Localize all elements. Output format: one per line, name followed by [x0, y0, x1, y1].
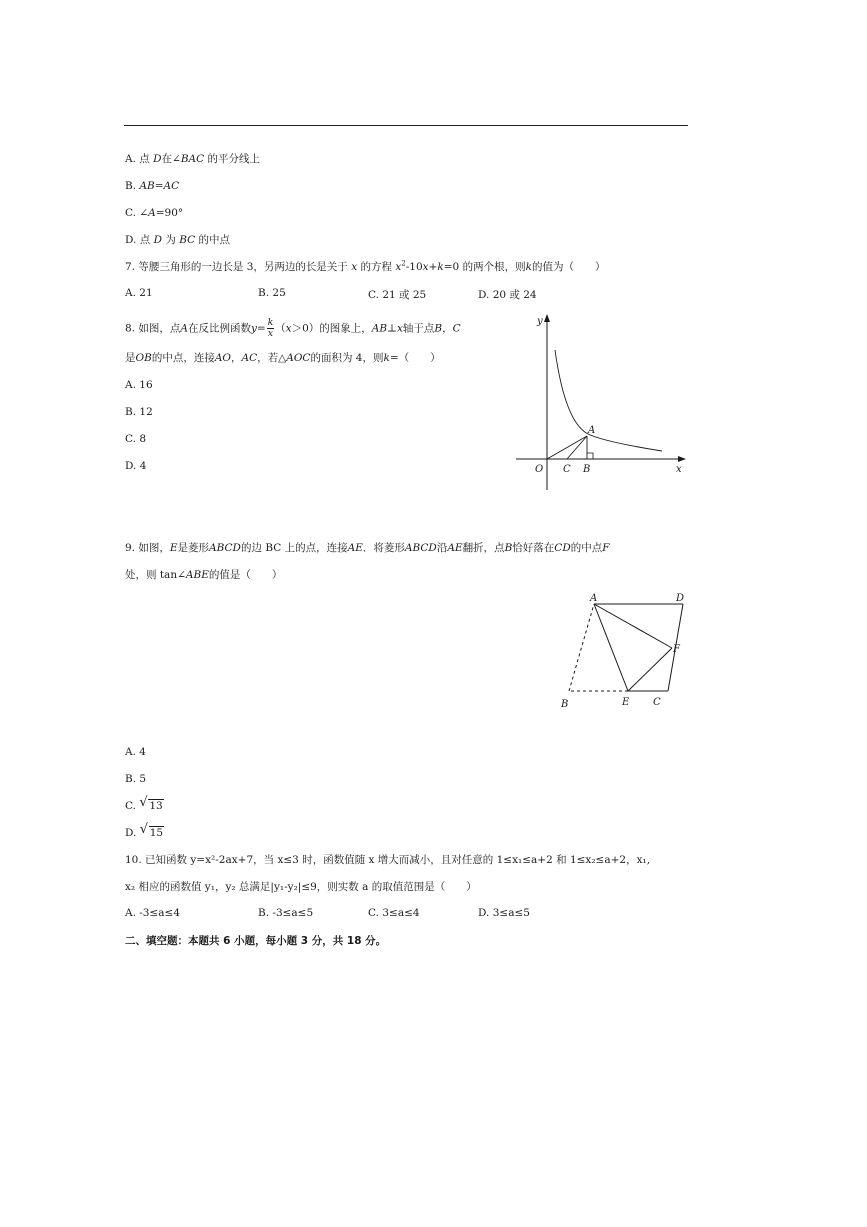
q9-label-a: A — [590, 593, 598, 604]
q8-label-b: B — [583, 464, 591, 475]
q8-x-axis: x — [396, 322, 403, 335]
q8-label-y: y — [537, 316, 543, 327]
q9-label-b: B — [561, 699, 569, 710]
q7-eq-4: + — [428, 261, 438, 273]
q6-a-suffix: 的平分线上 — [207, 153, 261, 165]
q10-stem-line1: 10. 已知函数 y=x²-2ax+7，当 x≤3 时，函数值随 x 增大而减小，且对任意的 1≤x₁≤a+2 和 1≤x₂≤a+2，x₁, — [125, 854, 651, 866]
q8-frac-num: k — [267, 318, 274, 328]
q9-label-c: C — [653, 697, 661, 708]
q9-stem-line1 — [125, 541, 610, 555]
q8-seg-ao — [547, 436, 587, 459]
q8-var-a: A — [180, 322, 188, 335]
q8-label-o: O — [535, 464, 544, 475]
q8-figure — [510, 312, 690, 492]
q9-l2b: 的值是（ ） — [208, 569, 283, 581]
q8-ac: AC — [241, 352, 258, 364]
q9-seg-af — [594, 604, 672, 648]
q8-option-c[interactable]: C. 8 — [125, 433, 147, 445]
q6-option-c[interactable] — [125, 206, 183, 220]
q7-option-b[interactable]: B. 25 — [258, 287, 286, 299]
q9-option-a[interactable]: A. 4 — [125, 746, 146, 758]
q8-l1e: ⊥ — [387, 322, 397, 335]
q8-x-arrow — [678, 456, 686, 462]
q9-l1h: 的中点 — [570, 542, 603, 554]
q9-abcd2: ABCD — [404, 542, 437, 554]
q7-text-2: 的方程 — [360, 261, 392, 273]
q6-d-var: D — [153, 234, 162, 246]
q9-side-ba-dashed — [569, 604, 594, 691]
q9-figure — [555, 590, 695, 715]
q6-c-var: A — [148, 207, 156, 219]
q9-l1e: 沿 — [436, 542, 448, 554]
q8-l1d: ＞0）的图象上， — [291, 322, 372, 335]
q9-var-b: B — [504, 542, 513, 554]
q8-cond-x: x — [285, 322, 292, 335]
q6-a-var2: BAC — [180, 153, 205, 165]
q9-c-prefix: C. — [125, 800, 136, 812]
q9-cd: CD — [554, 542, 571, 554]
q8-right-angle — [587, 453, 593, 459]
q8-label-a: A — [588, 425, 596, 436]
q8-l1g: ， — [442, 322, 453, 335]
q8-stem-line1 — [125, 318, 461, 339]
q9-option-d[interactable] — [125, 822, 164, 840]
q9-c-radicand: 13 — [149, 800, 163, 812]
q7-eq-1: x — [395, 261, 402, 273]
q10-option-a[interactable]: A. -3≤a≤4 — [125, 907, 181, 919]
q8-l2e: 的面积为 4，则 — [310, 352, 384, 364]
q6-a-var: D — [153, 153, 162, 165]
q7-eq-6: =0 的两个根，则 — [443, 261, 526, 273]
q8-stem-line2 — [125, 351, 441, 365]
q7-text-1: 7. 等腰三角形的一边长是 3，另两边的长是关于 — [125, 261, 348, 273]
q7-option-a[interactable]: A. 21 — [125, 287, 153, 299]
q8-label-c: C — [563, 464, 571, 475]
q9-option-b[interactable]: B. 5 — [125, 773, 147, 785]
q9-abe: ABE — [185, 569, 209, 581]
q6-a-mid: 在∠ — [161, 153, 181, 165]
q8-option-b[interactable]: B. 12 — [125, 406, 153, 418]
q8-l1f: 轴于点 — [402, 322, 435, 335]
q8-label-x: x — [676, 464, 682, 475]
q6-b-prefix: B. — [125, 180, 137, 192]
q8-ob: OB — [135, 352, 152, 364]
q9-l1f: 翻折，点 — [462, 542, 505, 554]
q7-var-x: x — [351, 261, 358, 273]
q7-option-d[interactable]: D. 20 或 24 — [478, 289, 537, 301]
q6-option-d[interactable] — [125, 233, 230, 247]
q6-c-prefix: C. ∠ — [125, 207, 149, 219]
q9-var-f: F — [602, 542, 610, 554]
q9-seg-ef — [628, 648, 672, 691]
q7-eq-2: -10 — [405, 261, 423, 273]
q8-fraction — [267, 318, 274, 339]
q9-l1c: 的边 BC 上的点，连接 — [240, 542, 348, 554]
q6-d-mid: 为 — [165, 234, 176, 246]
q6-c-suffix: =90° — [155, 207, 184, 219]
q9-label-f: F — [673, 644, 680, 655]
q8-ao: AO — [214, 352, 232, 364]
q10-stem-line2: x₂ 相应的函数值 y₁，y₂ 总满足|y₁-y₂|≤9，则实数 a 的取值范围是（ ） — [125, 881, 477, 893]
q8-l2b: 的中点，连接 — [151, 352, 215, 364]
q7-text-3: 的值为（ ） — [531, 261, 606, 273]
q10-option-b[interactable]: B. -3≤a≤5 — [258, 907, 314, 919]
q7-option-c[interactable]: C. 21 或 25 — [368, 289, 427, 301]
q6-option-b[interactable] — [125, 179, 179, 193]
q7-var-k: k — [525, 261, 532, 273]
q6-a-prefix: A. 点 — [125, 153, 150, 165]
q9-c-radical: √ — [139, 795, 148, 810]
q9-l1d: ．将菱形 — [362, 542, 405, 554]
q9-seg-ae — [594, 604, 628, 691]
q9-var-e: E — [169, 542, 178, 554]
q8-l2a: 是 — [125, 352, 136, 364]
q8-l2c: ， — [231, 352, 242, 364]
q9-l1a: 9. 如图， — [125, 542, 170, 554]
q9-l1b: 是菱形 — [177, 542, 210, 554]
q9-l1g: 恰好落在 — [512, 542, 555, 554]
q9-abcd: ABCD — [209, 542, 241, 554]
q9-stem-line2 — [125, 568, 282, 582]
q7-stem — [125, 260, 605, 274]
q8-pt-b: B — [434, 322, 443, 335]
q9-d-radical: √ — [139, 822, 149, 837]
q8-ab: AB — [371, 322, 388, 335]
q9-l2a: 处，则 tan∠ — [125, 569, 186, 581]
q9-c-sqrt — [139, 795, 163, 813]
q9-option-c[interactable] — [125, 795, 164, 813]
q6-d-var2: BC — [179, 234, 196, 246]
q8-var-k: k — [383, 352, 390, 364]
q8-pt-c: C — [452, 322, 461, 335]
q8-l2d: ，若△ — [257, 352, 287, 364]
q8-frac-den: x — [267, 329, 273, 339]
q8-aoc: AOC — [286, 352, 311, 364]
q6-d-prefix: D. 点 — [125, 234, 151, 246]
q9-d-sqrt — [139, 822, 164, 840]
q8-l1b: 在反比例函数 — [187, 322, 251, 335]
q7-eq-5: k — [437, 261, 444, 273]
q6-d-suffix: 的中点 — [198, 234, 230, 246]
q9-d-radicand: 15 — [149, 827, 164, 839]
q9-label-e: E — [622, 697, 630, 708]
q7-sup: 2 — [401, 259, 406, 268]
q8-l1a: 8. 如图，点 — [125, 322, 181, 335]
q8-curve — [555, 350, 662, 451]
q9-ae: AE — [347, 542, 363, 554]
q8-option-a[interactable]: A. 16 — [125, 379, 153, 391]
q9-d-prefix: D. — [125, 827, 137, 839]
header-rule — [124, 125, 688, 126]
q10-option-d[interactable]: D. 3≤a≤5 — [478, 907, 530, 919]
q7-eq-3: x — [422, 261, 429, 273]
q8-y-arrow — [544, 314, 550, 322]
q8-fn-y: y= — [250, 322, 266, 335]
q8-seg-ac — [567, 436, 587, 459]
q6-b-expr: AB=AC — [139, 180, 180, 192]
q6-option-a[interactable] — [125, 152, 260, 166]
q9-label-d: D — [676, 593, 685, 604]
q9-ae2: AE — [447, 542, 463, 554]
section2-heading: 二、填空题：本题共 6 小题，每小题 3 分，共 18 分。 — [125, 935, 387, 947]
q8-l1c: （ — [275, 322, 286, 335]
q8-option-d[interactable]: D. 4 — [125, 460, 147, 472]
q10-option-c[interactable]: C. 3≤a≤4 — [368, 907, 420, 919]
q8-l2f: =（ ） — [389, 352, 441, 364]
